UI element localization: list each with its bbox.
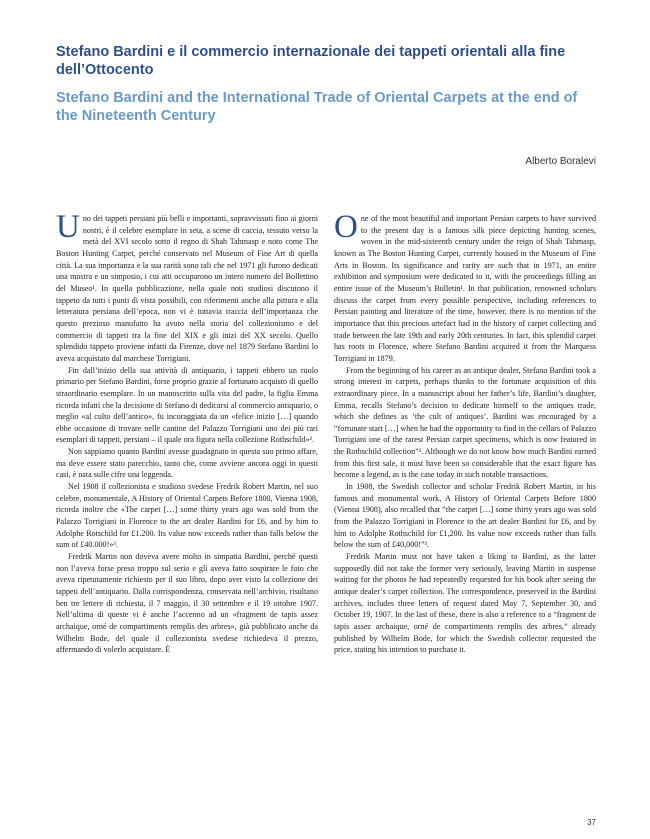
english-paragraph-2: From the beginning of his career as an antique dealer, Stefano Bardini took a strong interest in carpets, perhaps thanks to the fortunate acquisition of this extraordinary piece. In a manuscript about her father’s life, Bardini’s daughter, Emma, recalls Stefano’s decision to dedicate himself to the antiques trade, which she defines as ‘the cult of antiques’. Bardini was encouraged by a “fortunate start […] when he had the opportunity to find in the cellars of Palazzo Torrigiani one of the rarest Persian carpet specimens, which is now featured in the Rothschild collection”². Although we do not know how much Bardini earned from this first sale, it must have been so considerable that the exact figure has become a legend, as is the case today in such notable transactions. — [334, 365, 596, 480]
author-name: Alberto Boralevi — [525, 156, 596, 167]
english-paragraph-3: In 1908, the Swedish collector and scholar Fredrik Robert Martin, in his famous and monumental work, A History of Oriental Carpets Before 1800 (Vienna 1908), also recalled that “the carpet […] some thirty years ago was sold from the Palazzo Torrigiani in Florence to the art dealer Bardini for £6, and by him to Adolphe Rothschild for £1,200. Its value now exceeds rather than falls below the sum of £40,000!”³. — [334, 482, 596, 550]
title-italian: Stefano Bardini e il commercio internazionale dei tappeti orientali alla fine dell’Ottocento — [56, 44, 566, 78]
title-english: Stefano Bardini and the International Trade of Oriental Carpets at the end of the Nineteenth Century — [56, 90, 578, 124]
title-block — [56, 43, 596, 125]
italian-paragraph-4: Nel 1908 il collezionista e studioso svedese Fredrik Robert Martin, nel suo celebre, monumentale, A History of Oriental Carpets Before 1800, Vienna 1908, ricorda inoltre che «The carpet […] some thirty years ago was sold from the Palazzo Torrigiani in Florence to the art dealer Bardini for £6, and by him to Adolphe Rotschild for £1.200. Its value now exceeds rather than falls below the sum of £40.000!»³. — [56, 482, 318, 550]
italian-paragraph-1: Uno dei tappeti persiani più belli e importanti, sopravvissuti fino ai giorni nostri, è il celebre esemplare in seta, a scene di caccia, tessuto verso la metà del XVI secolo sotto il regno di Shah Tahmasp e noto come The Boston Hunting Carpet, perché conservato nel Museum of Fine Art di quella città. La sua importanza e la sua rarità sono tali che nel 1971 gli furono dedicati una mostra e un simposio, i cui atti occuparono un intero numero del Bollettino del Museo¹. In quella pubblicazione, nella quale noti studiosi discutono il tappeto da tutti i punti di vista possibili, con riferimenti anche alla pittura e alla letteratura persiana dell’epoca, non vi è tuttavia traccia dell’importanza che questo prezioso manufatto ha avuto nella storia del collezionismo e del commercio di tappeti tra la fine del XIX e gli inizi del XX secolo. Quello splendido tappeto proviene infatti da Firenze, dove nel 1879 Stefano Bardini lo aveva acquistato dal marchese Torrigiani. — [56, 209, 318, 363]
page-number: 37 — [587, 818, 596, 827]
italian-paragraph-5: Fredrik Martin non doveva avere molto in simpatia Bardini, perché questi non l’aveva forse preso troppo sul serio e gli aveva fatto sospirare le foto che aveva ripetutamente richiesto per il suo libro, dopo aver visto la collezione dei tappeti dell’antiquario. Dalla corrispondenza, conservata nell’archivio, risultano ben tre lettere di richiesta, il 7 maggio, il 30 settembre e il 19 ottobre 1907. Nell’ultima di queste vi è anche l’accenno ad un «fragment de tapis assez archaique, orné de compartiments remplis des arbres», già pubblicato anche da Wilhelm Bode, del quale il collezionista svedese richiedeva il prezzo, affermando di volerlo acquistare. È — [56, 552, 318, 655]
italian-column — [56, 209, 318, 656]
english-paragraph-4: Fredrik Martin must not have taken a liking to Bardini, as the latter supposedly did not take the former very seriously, leaving Martin in suspense waiting for the photos he had repeatedly requested for his book after seeing the antique dealer’s carpet collection. The correspondence, preserved in the Bardini archives, includes three letters of request dated May 7, September 30, and October 19, 1907. In the last of these, there is also a reference to a “fragment de tapis assez archaique, orné de compartiments remplis des arbres,” already published by Wilhelm Bode, for which the Swedish collector requested the price, stating his intention to purchase it. — [334, 552, 596, 655]
italian-paragraph-2: Fin dall’inizio della sua attività di antiquario, i tappeti ebbero un ruolo primario per Stefano Bardini, forse proprio grazie al fortunato acquisto di quello straordinario esemplare. In un manoscritto sulla vita del padre, la figlia Emma ricorda infatti che la decisione di Stefano di dedicarsi al commercio antiquario, o meglio «al culto dell’antico», fu incoraggiata da un «felice inizio […] quando ebbe occasione di trovare nelle cantine del Palazzo Torrigiani uno dei più rari esemplari di tappeti, persiani – il quale ora figura nella collezione Rothschild»². — [56, 365, 318, 445]
english-paragraph-1: One of the most beautiful and important Persian carpets to have survived to the present day is a famous silk piece depicting hunting scenes, woven in the mid-sixteenth century under the reign of Shah Tahmasp, known as The Boston Hunting Carpet, currently housed in the Museum of Fine Arts in Boston. Its significance and rarity are such that in 1971, an entire exhibition and symposium were dedicated to it, with the proceedings filling an entire issue of the Museum’s Bulletin¹. In that publication, renowned scholars discuss the carpet from every possible perspective, including references to Persian painting and literature of the time, however, there is no mention of the importance that this precious artefact had in the history of carpet collecting and trade between the late 19th and early 20th centuries. In fact, this splendid carpet has roots in Florence, where Stefano Bardini acquired it from the Marquess Torrigiani in 1879. — [334, 209, 596, 363]
english-column — [334, 209, 596, 656]
english-dropcap: O — [334, 209, 358, 245]
italian-dropcap: U — [56, 209, 80, 245]
italian-paragraph-3: Non sappiamo quanto Bardini avesse guadagnato in questa suo primo affare, ma deve essere stato parecchio, tanto che, come avviene ancora oggi in questi casi, è nata sulle cifre una leggenda. — [56, 447, 318, 480]
